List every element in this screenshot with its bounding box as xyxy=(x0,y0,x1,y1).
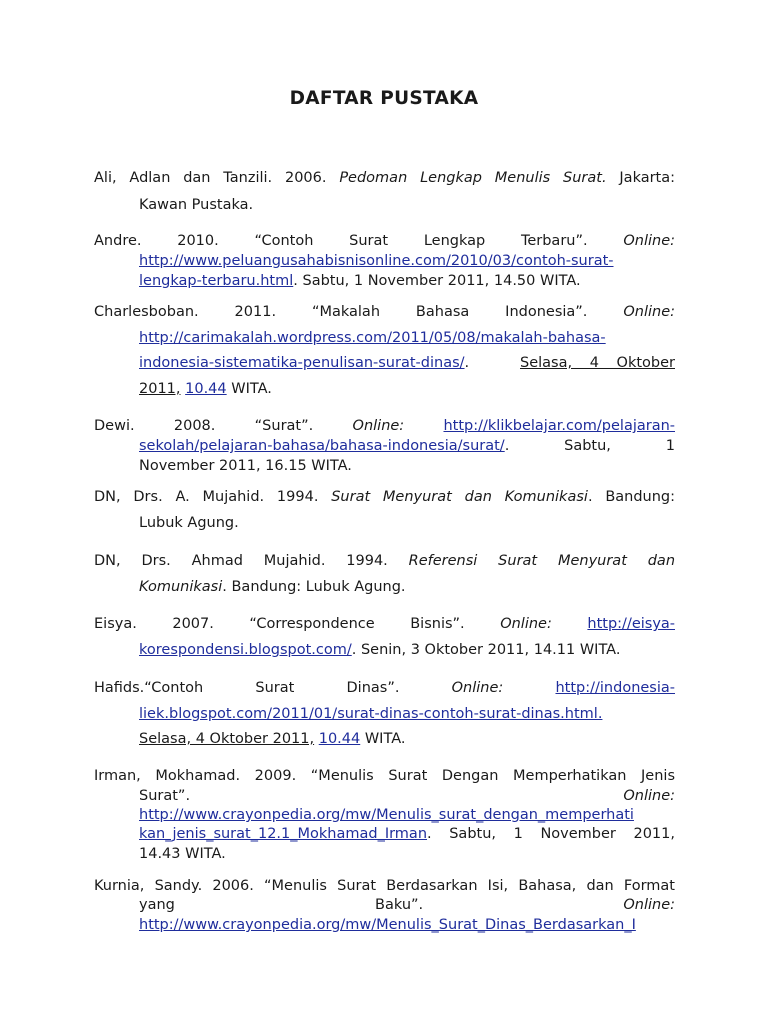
ref-url-link[interactable]: indonesia-sistematika-penulisan-surat-dinas/ xyxy=(139,355,465,371)
ref-url-link[interactable]: http://carimakalah.wordpress.com/2011/05/08/makalah-bahasa- xyxy=(139,330,606,346)
ref-url-link[interactable]: lengkap-terbaru.html xyxy=(139,273,294,289)
ref-url-link[interactable]: http://www.crayonpedia.org/mw/Menulis_Surat_Dinas_Berdasarkan_I xyxy=(139,917,636,933)
ref-publisher: Kawan Pustaka. xyxy=(139,197,254,213)
ref-author: Ali, Adlan dan Tanzili. 2006. xyxy=(94,170,327,186)
ref-online-label: Online: xyxy=(623,304,675,320)
page-title: DAFTAR PUSTAKA xyxy=(289,88,479,109)
ref-url-link[interactable]: http://eisya- xyxy=(587,616,675,632)
ref-online-label: Online: xyxy=(352,418,405,434)
ref-title: Surat Menyurat dan Komunikasi xyxy=(331,489,588,505)
ref-online-label: Online: xyxy=(500,616,552,632)
ref-access-date: . Sabtu, 1 xyxy=(504,438,675,454)
ref-author: DN, Drs. Ahmad Mujahid. 1994. xyxy=(94,553,388,569)
ref-lead: Surat”. xyxy=(139,788,191,804)
ref-time-link[interactable]: 10.44 xyxy=(318,731,361,747)
ref-url-link[interactable]: korespondensi.blogspot.com/ xyxy=(139,642,352,658)
ref-title: Referensi Surat Menyurat dan xyxy=(408,553,675,569)
ref-online-label: Online: xyxy=(623,233,675,249)
ref-url-link[interactable]: kan_jenis_surat_12.1_Mokhamad_Irman xyxy=(139,826,428,842)
ref-online-label: Online: xyxy=(451,680,504,696)
ref-url-link[interactable]: http://indonesia- xyxy=(555,680,675,696)
ref-lead: Dewi. 2008. “Surat”. xyxy=(94,418,314,434)
ref-access-date: . Sabtu, 1 November 2011, 14.50 WITA. xyxy=(293,273,581,289)
ref-access-date: . Sabtu, 1 November 2011, xyxy=(427,826,675,842)
ref-author: DN, Drs. A. Mujahid. 1994. xyxy=(94,489,319,505)
ref-access-date: . Senin, 3 Oktober 2011, 14.11 WITA. xyxy=(351,642,621,658)
ref-online-label: Online: xyxy=(623,897,675,913)
ref-lead: yang Baku”. xyxy=(139,897,424,913)
ref-lead: Andre. 2010. “Contoh Surat Lengkap Terbaru”. xyxy=(94,233,588,249)
ref-url-link[interactable]: http://klikbelajar.com/pelajaran- xyxy=(443,418,675,434)
ref-title: Komunikasi xyxy=(139,579,223,595)
ref-time-link[interactable]: 10.44 xyxy=(185,381,227,397)
ref-title: Pedoman Lengkap Menulis Surat. xyxy=(339,170,607,186)
ref-place: Jakarta: xyxy=(619,170,675,186)
ref-url-link[interactable]: http://www.crayonpedia.org/mw/Menulis_surat_dengan_memperhati xyxy=(139,807,634,823)
ref-lead: Eisya. 2007. “Correspondence Bisnis”. xyxy=(94,616,465,632)
ref-url-link[interactable]: sekolah/pelajaran-bahasa/bahasa-indonesia/surat/ xyxy=(139,438,505,454)
ref-url-link[interactable]: http://www.peluangusahabisnisonline.com/2010/03/contoh-surat- xyxy=(139,253,614,269)
ref-lead: Charlesboban. 2011. “Makalah Bahasa Indonesia”. xyxy=(94,304,588,320)
ref-url-link[interactable]: liek.blogspot.com/2011/01/surat-dinas-contoh-surat-dinas.html. xyxy=(139,706,603,722)
ref-lead: Hafids.“Contoh Surat Dinas”. xyxy=(94,680,400,696)
ref-online-label: Online: xyxy=(623,788,675,804)
ref-access-date: Selasa, 4 Oktober xyxy=(520,355,675,371)
ref-access-date: Selasa, 4 Oktober 2011, xyxy=(139,731,315,747)
document-page: DAFTAR PUSTAKA Ali, Adlan dan Tanzili. 2006. Pedoman Lengkap Menulis Surat. Jakarta: Kawan Pustaka. Andre. 2010. “Contoh Surat Lengkap Terbaru”. Online: http://www.peluangusahabisnisonline.com/2010/03/contoh-surat- lengkap-terbaru.html. Sabtu, 1 November 2011, 14.50 WITA. Charlesboban. 2011. “Makalah Bahasa Indonesia”. Online: http://carimakalah.wordpress.com/2011/05/08/makalah-bahasa- indonesia-sistematika-penulisan-surat-dinas/. Selasa, 4 Oktober 2011, 10.44 WITA. Dewi. 2008. “Surat”. Online: http://klikbelajar.com/pelajaran- sekolah/pelajaran-bahasa/bahasa-indonesia/surat/. Sabtu, 1 November 2011, 16.15 WITA. DN, Drs. A. Mujahid. 1994. Surat Menyurat dan Komunikasi. Bandung: Lubuk Agung. DN, Drs. Ahmad Mujahid. 1994. Referensi Surat Menyurat dan Komunikasi. Bandung: Lubuk Agung. Eisya. 2007. “Correspondence Bisnis”. Online: http://eisya- korespondensi.blogspot.com/. Senin, 3 Oktober 2011, 14.11 WITA. Hafids.“Contoh Surat Dinas”. Online: http://indonesia- liek.blogspot.com/2011/01/surat-dinas-contoh-surat-dinas.html. Selasa, 4 Oktober 2011, 10.44 WITA. Irman, Mokhamad. 2009. “Menulis Surat Dengan Memperhatikan Jenis Surat”. Online: http://www.crayonpedia.org/mw/Menulis_surat_dengan_memperhati kan_jenis_surat_12.1_Mokhamad_Irman. Sabtu, 1 November 2011, 14.43 WITA. Kurnia, Sandy. 2006. “Menulis Surat Berdasarkan Isi, Bahasa, dan Format yang Baku”. Online: http://www.crayonpedia.org/mw/Menulis_Surat_Dinas_Berdasarkan_I xyxy=(0,0,768,1024)
ref-publisher: Lubuk Agung. xyxy=(139,515,239,531)
